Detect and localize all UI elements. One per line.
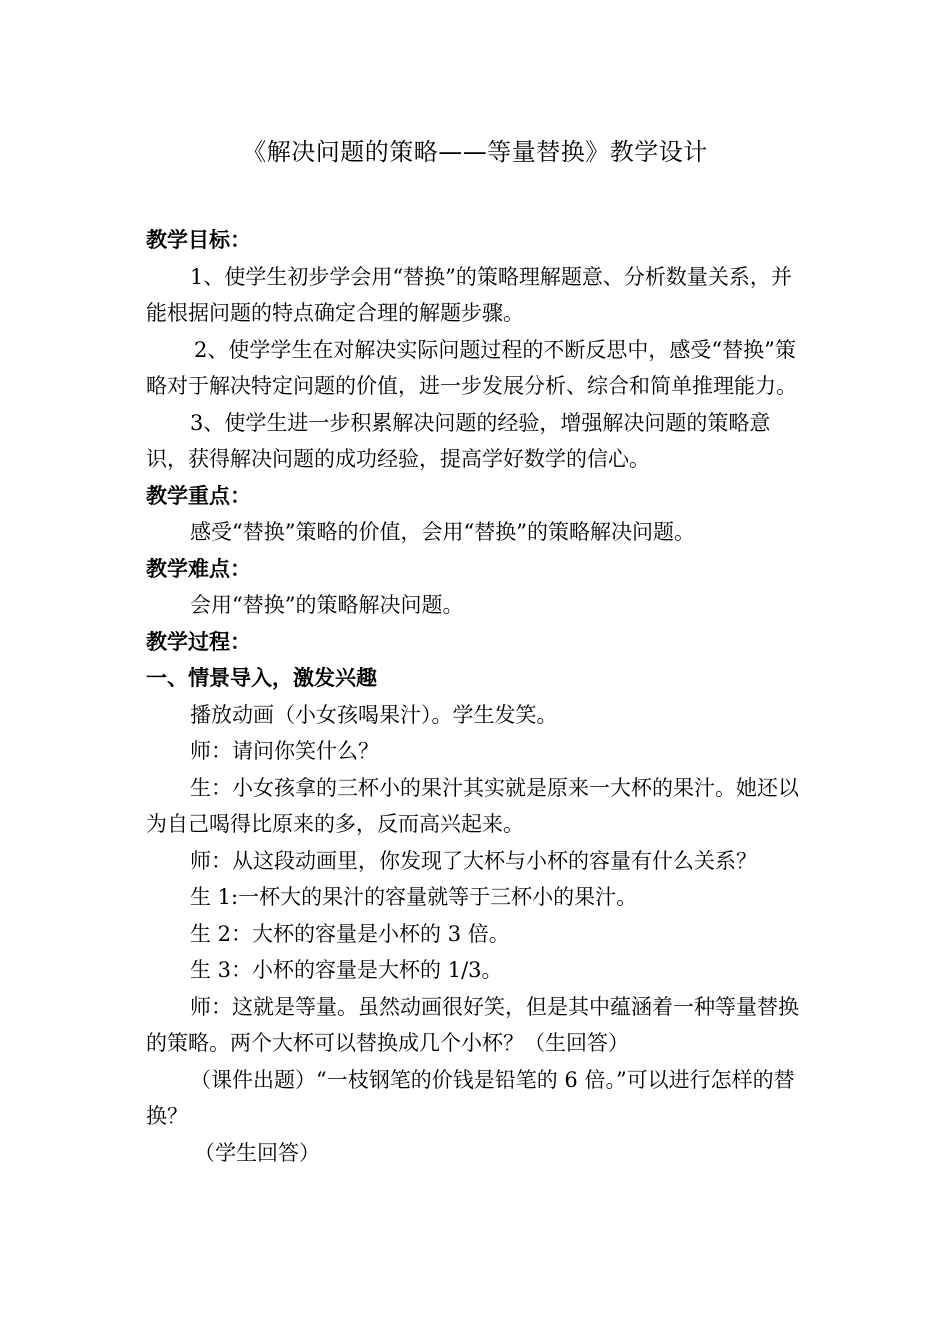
process-line: 生 3：小杯的容量是大杯的 1/3。 xyxy=(190,958,503,982)
process-line: 师：请问你笑什么？ xyxy=(190,739,379,763)
step-1-heading: 一、情景导入，激发兴趣 xyxy=(146,666,377,690)
key-points-text: 感受“替换”策略的价值，会用“替换”的策略解决问题。 xyxy=(190,520,695,544)
process-line: 师：这就是等量。虽然动画很好笑，但是其中蕴涵着一种等量替换的策略。两个大杯可以替换成几个小杯？（生回答） xyxy=(146,994,799,1055)
process-line: 生 1:一杯大的果汁的容量就等于三杯小的果汁。 xyxy=(190,885,638,909)
objective-2: 2、使学学生在对解决实际问题过程的不断反思中，感受“替换”策略对于解决特定问题的价值，进一步发展分析、综合和简单推理能力。 xyxy=(146,337,797,398)
process-heading: 教学过程： xyxy=(146,629,251,654)
process-line: 生：小女孩拿的三杯小的果汁其实就是原来一大杯的果汁。她还以为自己喝得比原来的多，反而高兴起来。 xyxy=(146,775,799,836)
document-title: 《解决问题的策略——等量替换》教学设计 xyxy=(242,138,708,166)
objective-3: 3、使学生进一步积累解决问题的经验，增强解决问题的策略意识，获得解决问题的成功经验，提高学好数学的信心。 xyxy=(146,410,771,471)
difficulty-heading: 教学难点： xyxy=(146,556,251,581)
process-line: （学生回答） xyxy=(194,1140,320,1165)
process-line: 师：从这段动画里，你发现了大杯与小杯的容量有什么关系？ xyxy=(190,848,757,873)
objectives-heading: 教学目标： xyxy=(146,228,251,252)
document-body xyxy=(146,222,810,1171)
difficulty-text: 会用“替换”的策略解决问题。 xyxy=(190,593,464,617)
process-line: 生 2：大杯的容量是小杯的 3 倍。 xyxy=(190,921,510,946)
process-line: 播放动画（小女孩喝果汁）。学生发笑。 xyxy=(190,702,558,727)
process-line: （课件出题）“一枝钢笔的价钱是铅笔的 6 倍。”可以进行怎样的替换？ xyxy=(146,1067,795,1128)
key-points-heading: 教学重点： xyxy=(146,483,251,508)
objective-1: 1、使学生初步学会用“替换”的策略理解题意、分析数量关系，并能根据问题的特点确定合理的解题步骤。 xyxy=(146,264,792,325)
